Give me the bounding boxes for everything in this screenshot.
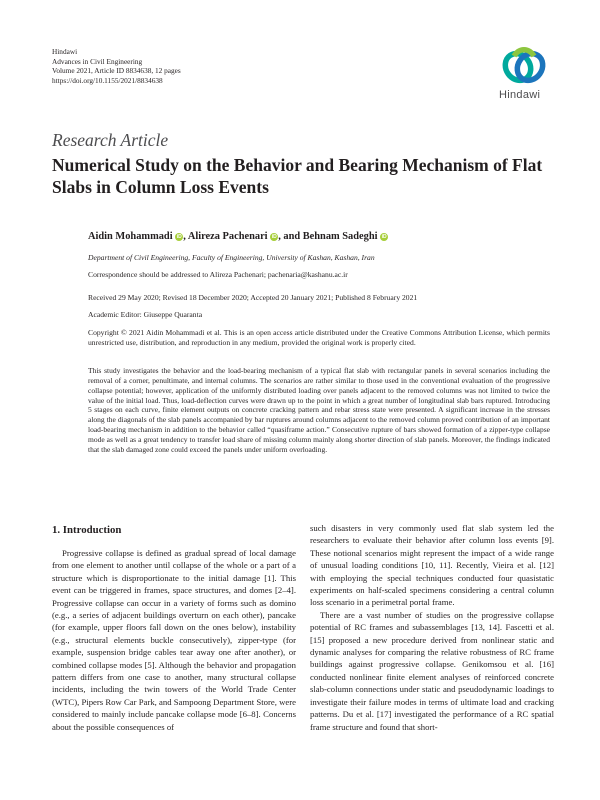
orcid-icon[interactable]: iD [381,234,387,240]
paper-title: Numerical Study on the Behavior and Bearing Mechanism of Flat Slabs in Column Loss Events [52,155,543,197]
section-heading: 1. Introduction [52,524,122,536]
journal-name: Advances in Civil Engineering [52,56,143,66]
orcid-icon[interactable]: iD [176,234,182,240]
affiliation: Department of Civil Engineering, Faculty of Engineering, University of Kashan, Kashan, Iran [88,253,375,262]
author-name: Behnam Sadeghi [302,231,378,242]
doi-link[interactable]: https://doi.org/10.1155/2021/8834638 [52,75,163,85]
correspondence: Correspondence should be addressed to Alireza Pachenari; pachenaria@kashanu.ac.ir [88,270,348,279]
hindawi-logo [494,46,554,106]
body-column-left [52,547,296,733]
copyright-notice: Copyright © 2021 Aidin Mohammadi et al. This is an open access article distributed under the Creative Commons Attribution License, which permits unrestricted use, distribution, and reproduction in any medium, provided the original work is properly cited. [88,328,550,347]
volume-info: Volume 2021, Article ID 8834638, 12 pages [52,66,181,76]
author-separator: , and [278,231,303,242]
paragraph: such disasters in very commonly used flat slab system led the researchers to evaluate their behavior after column loss events [9]. These notional scenarios might represent the impact of a wide range of unusual loading conditions [10, 11]. Recently, Vieira et al. [12] with employing the special techniques conducted four quasistatic experiments on half-scaled specimens considering a central column loss scenario in a perimetral portal frame. [310,523,554,608]
author-name: Alireza Pachenari [187,231,268,242]
body-column-right [310,522,554,733]
author-separator: , [183,231,188,242]
paragraph: There are a vast number of studies on the progressive collapse potential of RC frames and subassemblages [13, 14]. Fascetti et al. [15] proposed a new procedure derived from nonlinear static and dynamic analyses for comparing the relative robustness of RC frame buildings against progressive collapse. Genikomsou et al. [16] conducted nonlinear finite element analyses of reinforced concrete slab-column connections under static and pseudodynamic loadings to investigate their failure modes in terms of ultimate load and cracking patterns. Du et al. [17] investigated the performance of a RC spatial frame structure and found that short- [310,609,554,732]
orcid-icon[interactable]: iD [271,234,277,240]
journal-header [52,47,181,85]
publication-dates: Received 29 May 2020; Revised 18 December 2020; Accepted 20 January 2021; Published 8 February 2021 [88,293,418,302]
article-type: Research Article [52,130,169,150]
abstract: This study investigates the behavior and the load-bearing mechanism of a typical flat slab with rectangular panels in several scenarios including the removal of a corner, penultimate, and internal columns. The scenarios are rather similar to those used in the conventional evaluation of the progressive collapse potential; however, application of the uniformly distributed loading over panels adjacent to the removed columns was not limited to twice the value of the initial load. Thus, load-deflection curves were drawn up to the point in which a great number of longitudinal slab bars ruptured. Introducing 5 stages on each curve, finite element outputs on concrete cracking pattern and rebar stress state were presented. A significant increase in the stresses along the diagonals of the slab panels accompanied by bar ruptures around columns adjacent to the removed column proved contribution of an important load-bearing mechanism in addition to the behavior called “quasiframe action.” Consecutive rupture of bars showed formation of a zipper-type collapse mode as well as a great tendency to transfer load share of missing column mainly along shorter direction of slab panels. Moreover, the findings indicated that the slab damaged zone could exceed the panels under uniform overloading. [88,366,550,454]
author-list [88,231,388,242]
publisher-name: Hindawi [52,47,78,56]
author-name: Aidin Mohammadi [88,231,173,242]
paragraph: Progressive collapse is defined as gradual spread of local damage from one element to another until collapse of the whole or a part of a structure which is disproportionate to the initial damage [1]. This event can be triggered in frames, space structures, and domes [2–4]. Progressive collapse can occur in a variety of forms such as domino (e.g., a series of adjacent buildings overturn on each other), pancake (for example, upper floors fall down on the ones below), instability (e.g., structural elements buckle consecutively), zipper-type (for example, suspension bridge cables tear away one after another), or combined collapse modes [5]. Although the behavior and propagation pattern differs from one case to another, many structural collapse incidents, including the twin towers of the World Trade Center (WTC), Pipers Row Car Park, and Sampoong Department Store, were considered to mainly include pancake collapse mode [6–8]. Concerns about the possible consequences of [52,548,296,732]
logo-text: Hindawi [499,89,541,101]
academic-editor: Academic Editor: Giuseppe Quaranta [88,310,203,319]
